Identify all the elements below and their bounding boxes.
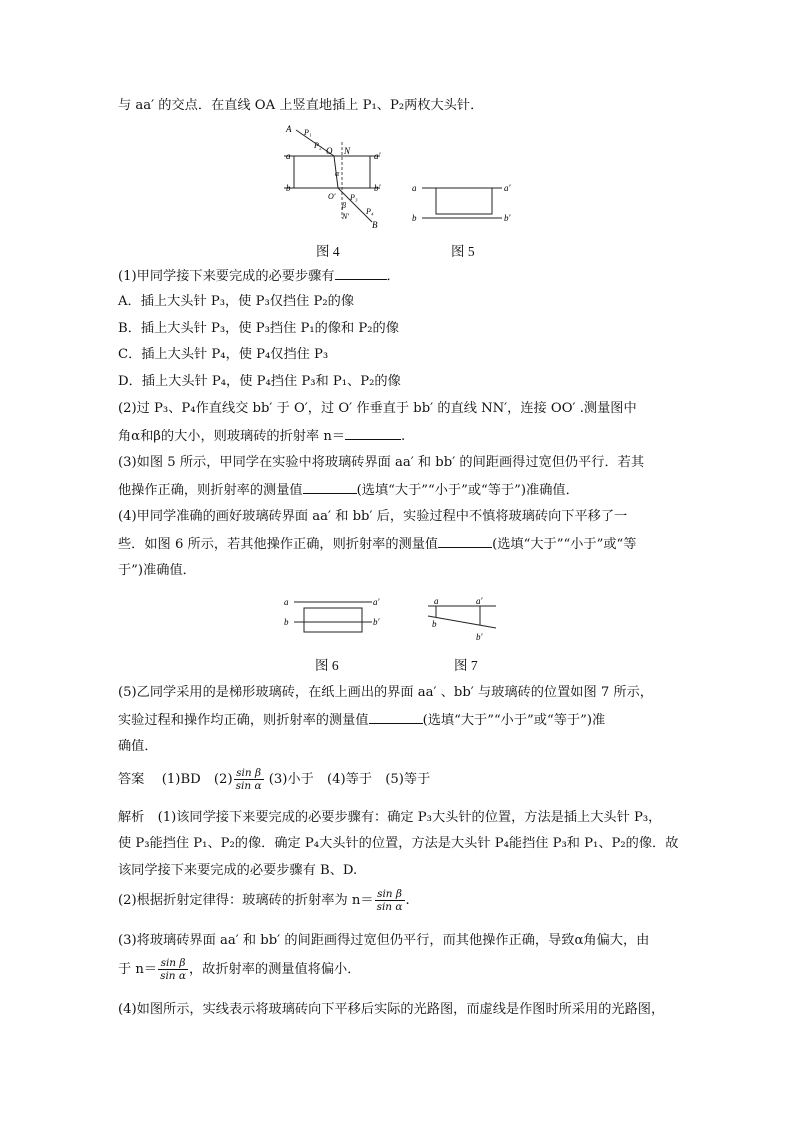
fig6-label-a-prime: a′ xyxy=(373,597,380,607)
fig7-caption: 图 7 xyxy=(454,658,478,673)
q1-option-c: C．插上大头针 P₄，使 P₄仅挡住 P₃ xyxy=(118,347,329,362)
fig6-label-a: a xyxy=(284,597,289,607)
fig7-label-a-prime: a′ xyxy=(476,596,483,606)
fig4-label-beta: β xyxy=(342,201,346,210)
analysis-p3-fraction: $\frac{\text{sin β}}{\text{sin α}}$ xyxy=(160,957,186,982)
q2-line1: (2)过 P₃、P₄作直线交 bb′ 于 O′，过 O′ 作垂直于 bb′ 的直线 NN′，连接 OO′ .测量图中 xyxy=(118,401,637,416)
analysis-p1-line1: 解析 (1)该同学接下来要完成的必要步骤有：确定 P₃大头针的位置，方法是插上大头针 P₃， xyxy=(118,809,662,825)
q5-line2: 实验过程和操作均正确，则折射率的测量值 (选填“大于”“小于”或“等于”)准 xyxy=(118,713,606,728)
fig4-label-alpha: α xyxy=(335,169,340,178)
q1-option-b: B．插上大头针 P₃，使 P₃挡住 P₁的像和 P₂的像 xyxy=(118,321,399,336)
q1-option-d: D．插上大头针 P₄，使 P₄挡住 P₃和 P₁、P₂的像 xyxy=(118,374,401,389)
fig5-label-a: a xyxy=(412,183,417,193)
q4-line3: 于”)准确值． xyxy=(118,563,196,578)
fig6-label-b-prime: b′ xyxy=(373,617,380,627)
fig4-caption: 图 4 xyxy=(316,244,340,259)
analysis-p4-line1: (4)如图所示，实线表示将玻璃砖向下平移后实际的光路图，而虚线是作图时所采用的光路图， xyxy=(118,1002,665,1017)
fig7-label-b: b xyxy=(432,619,437,629)
analysis-p2: (2)根据折射定律得：玻璃砖的折射率为 n＝ $\frac{\text{sin β}}{\text{sin α}}$ . xyxy=(118,888,410,913)
analysis-p3-line1: (3)将玻璃砖界面 aa′ 和 bb′ 的间距画得过宽但仍平行，而其他操作正确，导致α角偏大，由 xyxy=(118,933,650,948)
q4-blank[interactable] xyxy=(438,535,492,548)
analysis-p1-line2: 使 P₃能挡住 P₁、P₂的像．确定 P₄大头针的位置，方法是大头针 P₄能挡住 P₃和 P₁、P₂的像．故 xyxy=(118,836,679,851)
fig4-label-a: a xyxy=(286,151,291,161)
figure-5 xyxy=(410,178,520,228)
figure-4 xyxy=(282,122,392,232)
q4-line2: 些．如图 6 所示，若其他操作正确，则折射率的测量值 (选填“大于”“小于”或“等 xyxy=(118,537,637,552)
figure-7 xyxy=(422,594,506,646)
fig4-label-P1: P₁ xyxy=(304,128,312,137)
fig5-label-a-prime: a′ xyxy=(504,183,511,193)
fig5-label-b: b xyxy=(412,213,417,223)
fig4-label-P2: P₂ xyxy=(314,141,322,150)
fig4-label-B: B xyxy=(372,220,378,230)
answer-fraction: $\frac{\text{sin β}}{\text{sin α}}$ xyxy=(235,767,262,792)
fig7-label-a: a xyxy=(434,596,439,606)
analysis-p3-line2: 于 n＝ $\frac{\text{sin β}}{\text{sin α}}$ ，故折射率的测量值将偏小． xyxy=(118,957,361,982)
fig4-label-P3: P₃ xyxy=(350,193,358,202)
fig4-label-N: N xyxy=(344,146,351,156)
fig4-label-A: A xyxy=(286,124,292,134)
q3-line2: 他操作正确，则折射率的测量值 (选填“大于”“小于”或“等于”)准确值． xyxy=(118,483,579,498)
q1-blank[interactable] xyxy=(335,267,387,280)
q1-stem: (1)甲同学接下来要完成的必要步骤有 ． xyxy=(118,269,400,284)
analysis-p1-line3: 该同学接下来要完成的必要步骤有 B、D. xyxy=(118,863,358,878)
fig4-label-b-prime: b′ xyxy=(374,183,381,193)
analysis-p2-fraction: $\frac{\text{sin β}}{\text{sin α}}$ xyxy=(376,888,403,913)
fig7-label-b-prime: b′ xyxy=(476,632,483,642)
q1-option-a: A．插上大头针 P₃，使 P₃仅挡住 P₂的像 xyxy=(118,294,355,309)
q4-line1: (4)甲同学准确的画好玻璃砖界面 aa′ 和 bb′ 后，实验过程中不慎将玻璃砖向下平移了一 xyxy=(118,509,628,524)
answer-label: 答案 xyxy=(118,771,145,786)
answer-line: 答案 (1)BD (2) $\frac{\text{sin β}}{\text{sin α}}$ (3)小于 (4)等于 (5)等于 xyxy=(118,767,431,792)
fig4-label-N-prime: N′ xyxy=(342,212,350,221)
fig5-label-b-prime: b′ xyxy=(504,213,511,223)
fig6-caption: 图 6 xyxy=(315,658,339,673)
q2-line2: 角α和β的大小，则玻璃砖的折射率 n＝ . xyxy=(118,429,406,444)
fig4-label-O: O xyxy=(326,146,333,156)
fig6-label-b: b xyxy=(284,617,289,627)
fig4-label-b: b xyxy=(286,183,291,193)
q5-line1: (5)乙同学采用的是梯形玻璃砖，在纸上画出的界面 aa′ 、bb′ 与玻璃砖的位置如图 7 所示， xyxy=(118,685,653,700)
q2-blank[interactable] xyxy=(345,427,401,440)
fig4-label-P4: P₄ xyxy=(366,207,374,216)
q5-blank[interactable] xyxy=(369,711,423,724)
intro-text: 与 aa′ 的交点．在直线 OA 上竖直地插上 P₁、P₂两枚大头针． xyxy=(118,98,484,113)
fig5-caption: 图 5 xyxy=(451,244,475,259)
q3-line1: (3)如图 5 所示，甲同学在实验中将玻璃砖界面 aa′ 和 bb′ 的间距画得过宽但仍平行．若其 xyxy=(118,455,645,470)
fig4-label-O-prime: O′ xyxy=(328,192,336,201)
analysis-label: 解析 xyxy=(118,809,145,824)
figure-6 xyxy=(282,592,384,640)
q5-line3: 确值． xyxy=(118,739,158,754)
q3-blank[interactable] xyxy=(303,481,357,494)
fig4-label-a-prime: a′ xyxy=(374,151,381,161)
